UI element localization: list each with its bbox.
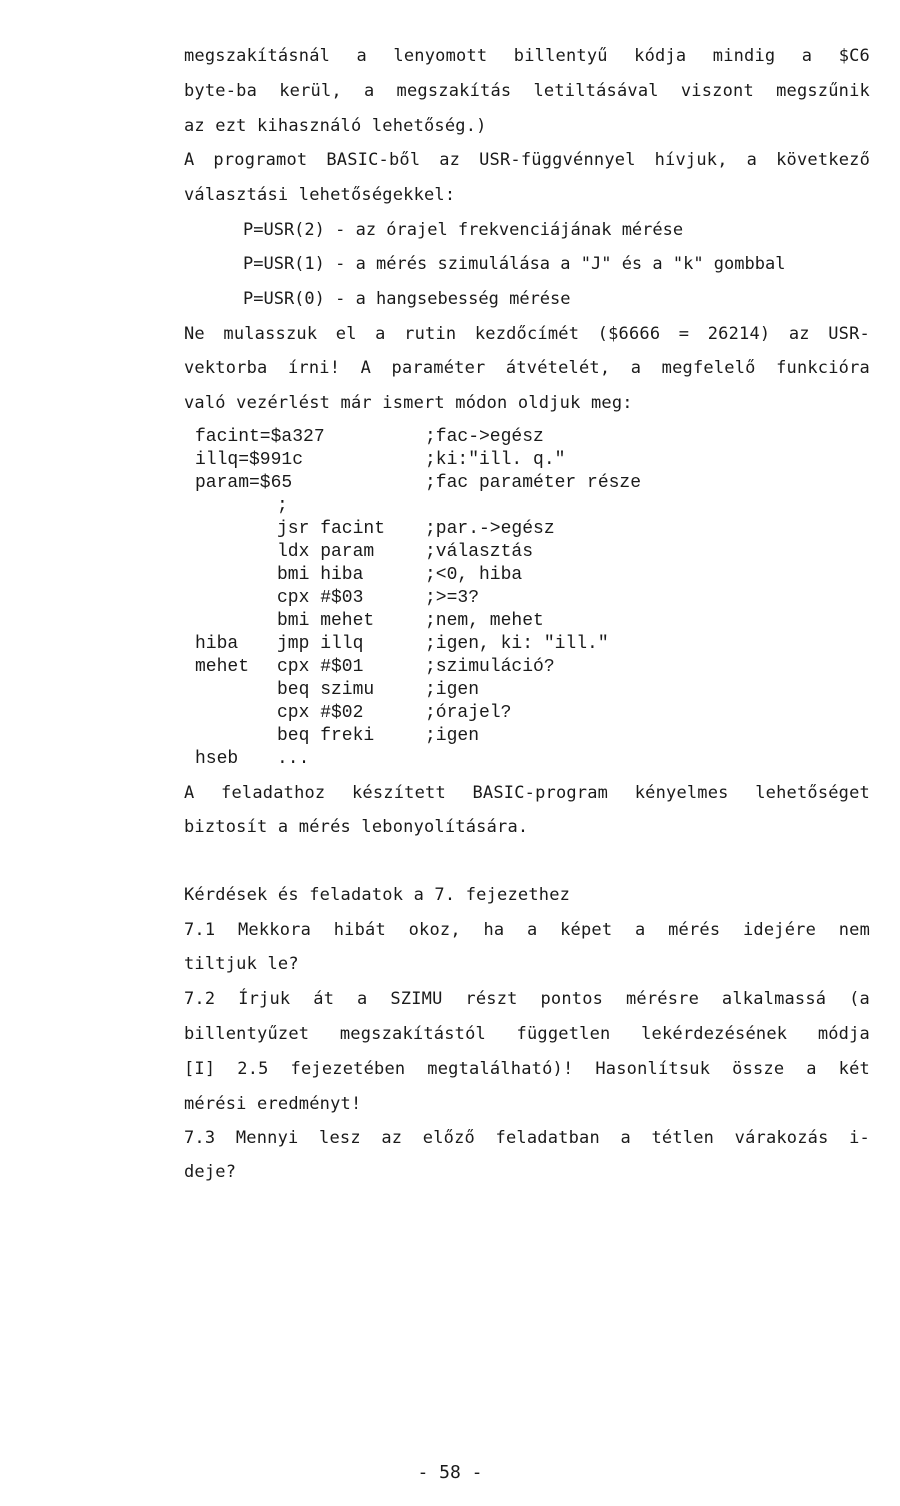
code-instruction: jsr facint: [277, 519, 386, 539]
page-number: - 58 -: [417, 1462, 483, 1483]
code-instruction: ldx param: [277, 542, 375, 562]
question-line: 7.2 Írjuk át a SZIMU részt pontos mérésre alkalmassá (a: [184, 989, 870, 1009]
code-instruction: cpx #$03: [277, 588, 364, 608]
usr-option: P=USR(2) - az órajel frekvenciájának mérése: [243, 220, 684, 240]
code-comment: ;fac->egész: [425, 427, 544, 447]
text-line: vektorba írni! A paraméter átvételét, a megfelelő funkcióra: [184, 358, 870, 378]
code-label: mehet: [195, 657, 250, 677]
code-comment: ;nem, mehet: [425, 611, 544, 631]
code-label: illq=$991c: [195, 450, 304, 470]
text-line: biztosít a mérés lebonyolítására.: [184, 817, 529, 837]
section-heading: Kérdések és feladatok a 7. fejezethez: [184, 885, 571, 905]
code-comment: ;par.->egész: [425, 519, 555, 539]
code-instruction: beq freki: [277, 726, 375, 746]
question-line: billentyűzet megszakítástól független lekérdezésének módja: [184, 1024, 870, 1044]
code-comment: ;fac paraméter része: [425, 473, 642, 493]
code-comment: ;ki:"ill. q.": [425, 450, 566, 470]
code-comment: ;órajel?: [425, 703, 512, 723]
code-comment: ;igen, ki: "ill.": [425, 634, 609, 654]
code-instruction: cpx #$01: [277, 657, 364, 677]
code-instruction: ;: [277, 496, 288, 516]
text-line: Ne mulasszuk el a rutin kezdőcímét ($6666 = 26214) az USR-: [184, 324, 870, 344]
usr-option: P=USR(0) - a hangsebesség mérése: [243, 289, 571, 309]
code-instruction: cpx #$02: [277, 703, 364, 723]
code-comment: ;igen: [425, 726, 480, 746]
code-instruction: beq szimu: [277, 680, 375, 700]
text-line: választási lehetőségekkel:: [184, 185, 456, 205]
text-line: való vezérlést már ismert módon oldjuk meg:: [184, 393, 633, 413]
text-line: A programot BASIC-ből az USR-függvénnyel hívjuk, a következő: [184, 150, 870, 170]
code-label: param=$65: [195, 473, 293, 493]
code-label: facint=$a327: [195, 427, 325, 447]
question-line: tiltjuk le?: [184, 954, 299, 974]
question-line: 7.3 Mennyi lesz az előző feladatban a tétlen várakozás i-: [184, 1128, 870, 1148]
question-line: mérési eredményt!: [184, 1094, 362, 1114]
question-line: [I] 2.5 fejezetében megtalálható)! Hasonlítsuk össze a két: [184, 1059, 870, 1079]
code-comment: ;igen: [425, 680, 480, 700]
code-instruction: jmp illq: [277, 634, 364, 654]
text-line: megszakításnál a lenyomott billentyű kódja mindig a $C6: [184, 46, 870, 66]
text-line: A feladathoz készített BASIC-program kényelmes lehetőséget: [184, 783, 870, 803]
code-comment: ;<0, hiba: [425, 565, 523, 585]
question-line: 7.1 Mekkora hibát okoz, ha a képet a mérés idejére nem: [184, 920, 870, 940]
usr-option: P=USR(1) - a mérés szimulálása a "J" és a "k" gombbal: [243, 254, 786, 274]
code-instruction: bmi hiba: [277, 565, 364, 585]
code-label: hiba: [195, 634, 239, 654]
code-comment: ;>=3?: [425, 588, 480, 608]
code-label: hseb: [195, 749, 239, 769]
code-comment: ;választás: [425, 542, 534, 562]
code-instruction: ...: [277, 749, 310, 769]
code-comment: ;szimuláció?: [425, 657, 555, 677]
text-line: az ezt kihasználó lehetőség.): [184, 116, 487, 136]
code-instruction: bmi mehet: [277, 611, 375, 631]
question-line: deje?: [184, 1162, 237, 1182]
text-line: byte-ba kerül, a megszakítás letiltásával viszont megszűnik: [184, 81, 870, 101]
